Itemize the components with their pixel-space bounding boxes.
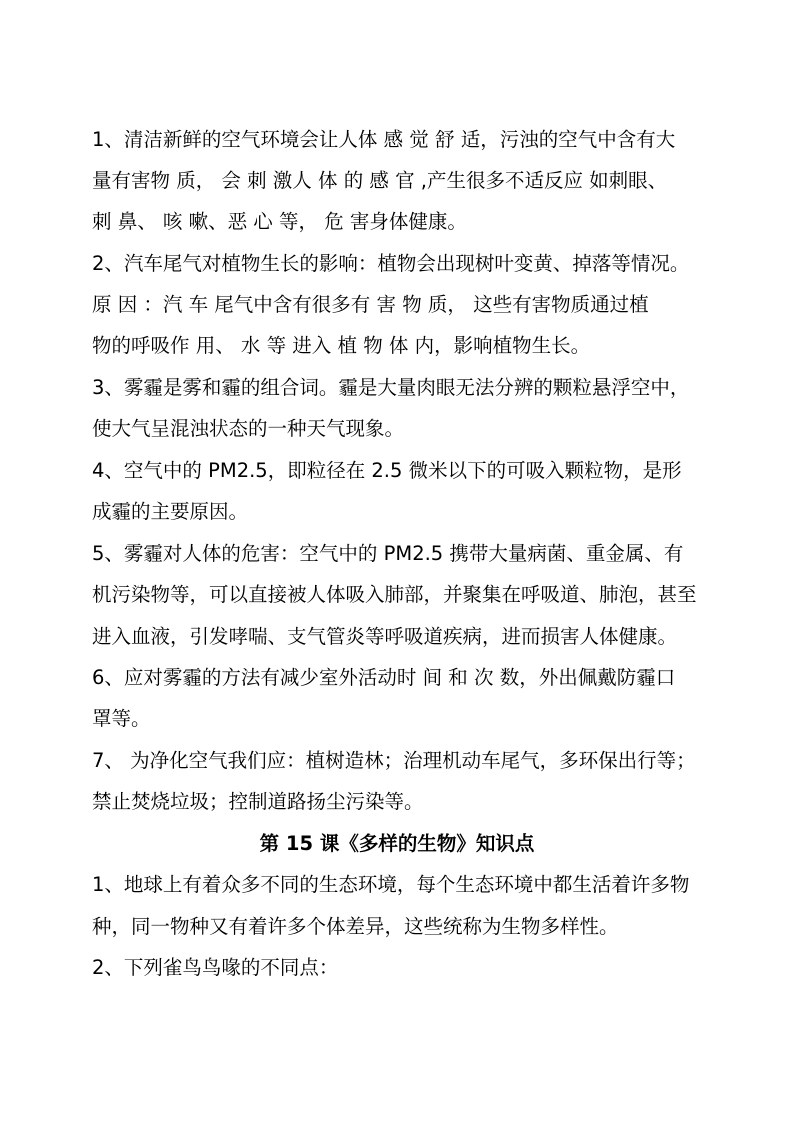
paragraph-line: 量有害物 质， 会 刺 激人 体 的 感 官 ,产生很多不适反应 如刺眼、 (92, 169, 668, 192)
section-heading: 第 15 课《多样的生物》知识点 (259, 832, 535, 855)
paragraph-line: 机污染物等，可以直接被人体吸入肺部，并聚集在呼吸道、肺泡，甚至 (92, 583, 697, 606)
paragraph-line: 种，同一物种又有着许多个体差异，这些统称为生物多样性。 (92, 915, 619, 938)
paragraph-line: 物的呼吸作 用、 水 等 进入 植 物 体 内，影响植物生长。 (92, 334, 591, 357)
paragraph-line: 2、汽车尾气对植物生长的影响：植物会出现树叶变黄、掉落等情况。 (92, 252, 690, 275)
paragraph-line: 1、清洁新鲜的空气环境会让人体 感 觉 舒 适，污浊的空气中含有大 (92, 128, 676, 151)
paragraph-line: 5、雾霾对人体的危害：空气中的 PM2.5 携带大量病菌、重金属、有 (92, 542, 684, 565)
paragraph-line: 7、 为净化空气我们应：植树造林；治理机动车尾气，多环保出行等； (92, 749, 696, 772)
paragraph-line: 原 因 ：汽 车 尾气中含有很多有 害 物 质， 这些有害物质通过植 (92, 293, 649, 316)
paragraph-line: 3、雾霾是雾和霾的组合词。霾是大量肉眼无法分辨的颗粒悬浮空中， (92, 376, 690, 399)
paragraph-line: 进入血液，引发哮喘、支气管炎等呼吸道疾病，进而损害人体健康。 (92, 625, 678, 648)
paragraph-line: 2、下列雀鸟鸟喙的不同点： (92, 956, 339, 979)
paragraph-line: 6、应对雾霾的方法有减少室外活动时 间 和 次 数，外出佩戴防霾口 (92, 666, 676, 689)
paragraph-line: 4、空气中的 PM2.5，即粒径在 2.5 微米以下的可吸入颗粒物，是形 (92, 459, 682, 482)
paragraph-line: 刺 鼻、 咳 嗽、恶 心 等， 危 害身体健康。 (92, 210, 467, 233)
paragraph-line: 罩等。 (92, 707, 151, 730)
paragraph-line: 使大气呈混浊状态的一种天气现象。 (92, 417, 405, 440)
paragraph-line: 成霾的主要原因。 (92, 500, 249, 523)
paragraph-line: 禁止焚烧垃圾；控制道路扬尘污染等。 (92, 790, 424, 813)
paragraph-line: 1、地球上有着众多不同的生态环境，每个生态环境中都生活着许多物 (92, 873, 690, 896)
